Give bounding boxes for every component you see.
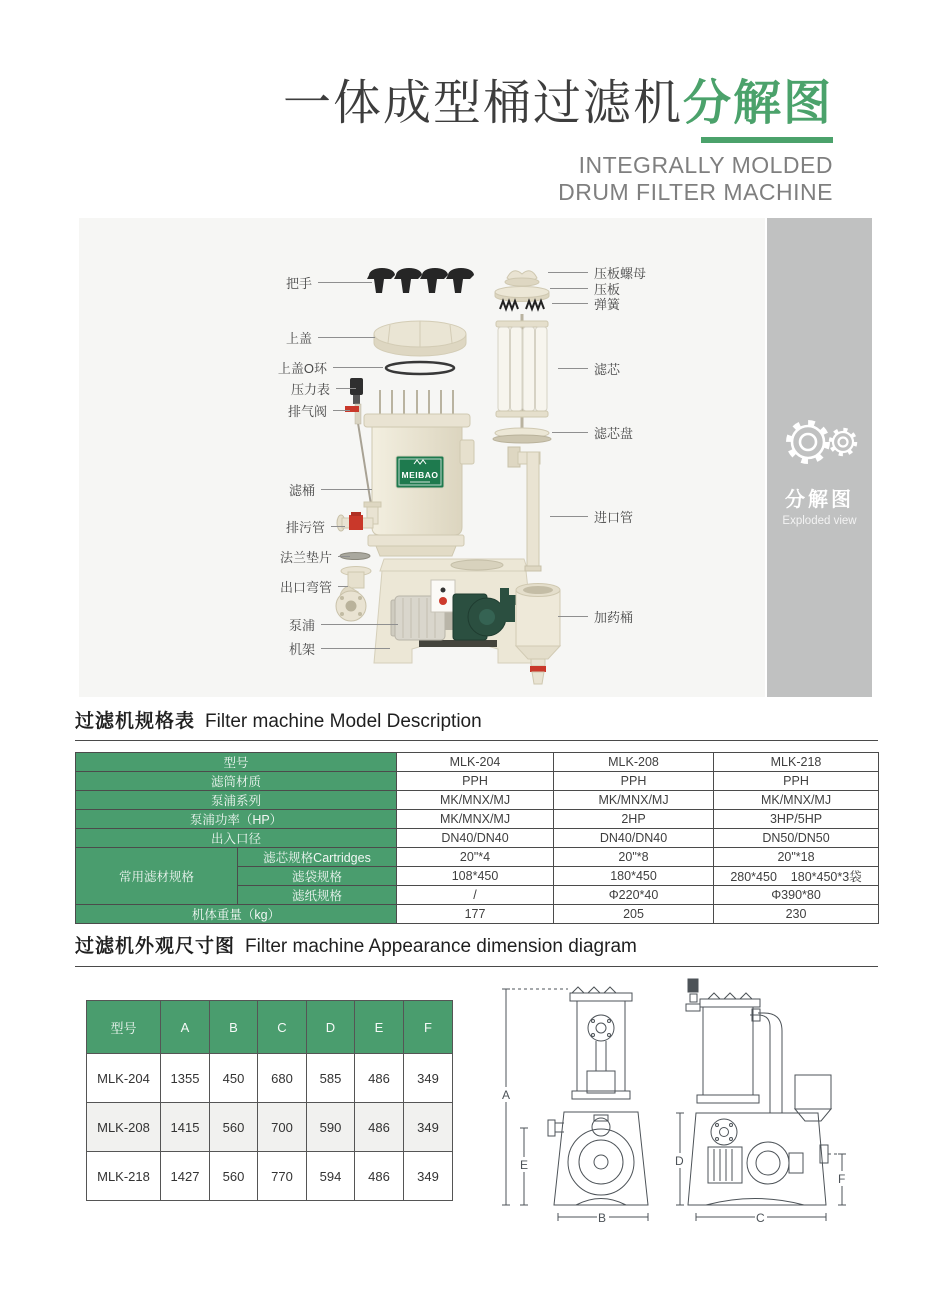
callout-exhaust-valve [288, 401, 350, 419]
dim-section-rule [75, 966, 878, 967]
callout-drain-pipe [286, 517, 345, 535]
dim-header: D [307, 1001, 355, 1054]
spec-table [75, 752, 879, 924]
dim-cell: 450 [210, 1054, 258, 1103]
cartridges-part [496, 314, 548, 428]
dim-row-mlk204 [87, 1054, 453, 1103]
dim-header: C [258, 1001, 307, 1054]
callout-label: 滤桶 [288, 482, 315, 498]
spec-cell: 20"*18 [714, 848, 879, 867]
spec-row-pump-series [76, 791, 879, 810]
spec-cell: 177 [397, 905, 554, 924]
spec-group-label: 常用滤材规格 [76, 848, 238, 905]
dim-header-row [87, 1001, 453, 1054]
dim-cell: 594 [307, 1152, 355, 1201]
callout-label: 加药桶 [594, 609, 634, 625]
title-main: 一体成型桶过滤机 [282, 77, 683, 130]
callout-label: 把手 [285, 275, 312, 291]
front-view-drawing [502, 987, 648, 1221]
callout-dosing-bucket [558, 607, 633, 625]
spec-cell: MK/MNX/MJ [714, 791, 879, 810]
spec-label: 机体重量（kg） [76, 905, 397, 924]
dim-cell: 349 [404, 1103, 453, 1152]
top-cover-part [374, 321, 466, 356]
dim-cell: 770 [258, 1152, 307, 1201]
callout-label: 上盖O环 [277, 360, 327, 376]
callout-line [558, 368, 588, 369]
callout-label: 压力表 [290, 381, 330, 397]
spec-cell: DN40/DN40 [554, 829, 714, 848]
dim-label-a: A [502, 1088, 511, 1102]
dim-cell: MLK-204 [87, 1054, 161, 1103]
gears-icon [767, 416, 872, 468]
callout-line [336, 388, 356, 389]
spec-row-cartridge-spec [76, 848, 879, 867]
dim-header: A [161, 1001, 210, 1054]
sidebar-title: 分解图 [785, 489, 854, 511]
spec-section-rule [75, 740, 878, 741]
spec-heading-en: Filter machine Model Description [205, 711, 482, 732]
spec-cell: MK/MNX/MJ [397, 791, 554, 810]
drum-part [364, 390, 474, 556]
callout-top-cover [286, 328, 375, 346]
callout-outlet-elbow [280, 577, 348, 595]
dimension-drawings [490, 975, 890, 1240]
callout-label: 滤芯盘 [594, 425, 634, 441]
callout-spring [552, 294, 620, 312]
callout-handle [286, 273, 372, 291]
spec-cell: 2HP [554, 810, 714, 829]
spec-cell: MLK-208 [554, 753, 714, 772]
spec-cell: MLK-204 [397, 753, 554, 772]
spec-row-material [76, 772, 879, 791]
spec-cell: 20"*8 [554, 848, 714, 867]
title-accent: 分解图 [682, 77, 833, 130]
dim-cell: 585 [307, 1054, 355, 1103]
dim-heading-en: Filter machine Appearance dimension diagram [245, 936, 637, 957]
callout-label: 排污管 [285, 519, 325, 535]
dim-cell: MLK-208 [87, 1103, 161, 1152]
callout-line [321, 648, 390, 649]
dimension-table [86, 1000, 453, 1201]
dim-cell: 700 [258, 1103, 307, 1152]
callout-pressure-gauge [291, 379, 356, 397]
callout-label: 进口管 [594, 509, 634, 525]
dim-label-b: B [598, 1211, 607, 1225]
callout-line [548, 272, 588, 273]
spec-label: 泵浦系列 [76, 791, 397, 810]
page-title [283, 78, 833, 131]
callout-label: 弹簧 [594, 296, 621, 312]
plate-nut-part [505, 271, 539, 286]
callout-o-ring [278, 358, 383, 376]
spec-label: 泵浦功率（HP） [76, 810, 397, 829]
sidebar-subtitle: Exploded view [782, 515, 857, 527]
spec-cell: DN50/DN50 [714, 829, 879, 848]
dim-cell: 486 [355, 1152, 404, 1201]
dim-cell: 1355 [161, 1054, 210, 1103]
callout-line [333, 367, 383, 368]
spec-sublabel: 滤芯规格Cartridges [238, 848, 397, 867]
callout-label: 滤芯 [594, 361, 621, 377]
spec-cell: 280*450 180*450*3袋 [714, 867, 879, 886]
dim-label-d: D [675, 1154, 684, 1168]
drum-logo: MEIBAO [401, 470, 439, 480]
spec-cell: MLK-218 [714, 753, 879, 772]
handles-part [367, 268, 474, 293]
exploded-diagram-panel [79, 218, 765, 697]
callout-line [558, 616, 588, 617]
page-header [283, 78, 833, 206]
spec-label: 滤筒材质 [76, 772, 397, 791]
dim-cell: 680 [258, 1054, 307, 1103]
spec-cell: Φ220*40 [554, 886, 714, 905]
spec-cell: PPH [554, 772, 714, 791]
spec-sublabel: 滤袋规格 [238, 867, 397, 886]
spec-cell: 20"*4 [397, 848, 554, 867]
dim-label-c: C [756, 1211, 765, 1225]
title-underline [701, 137, 833, 143]
dim-row-mlk208 [87, 1103, 453, 1152]
callout-line [550, 516, 588, 517]
spec-label: 型号 [76, 753, 397, 772]
side-view-drawing [676, 979, 846, 1221]
callout-label: 法兰垫片 [279, 549, 332, 565]
spec-cell: PPH [397, 772, 554, 791]
spec-cell: 230 [714, 905, 879, 924]
callout-pump [289, 615, 398, 633]
callout-line [338, 556, 350, 557]
callout-label: 出口弯管 [279, 579, 332, 595]
o-ring-part [386, 362, 454, 374]
dim-cell: 486 [355, 1054, 404, 1103]
dim-header: B [210, 1001, 258, 1054]
spec-cell: MK/MNX/MJ [397, 810, 554, 829]
dim-heading-zh: 过滤机外观尺寸图 [75, 936, 236, 957]
callout-label: 上盖 [285, 330, 312, 346]
dim-cell: 349 [404, 1054, 453, 1103]
callout-line [331, 526, 345, 527]
spec-cell: 180*450 [554, 867, 714, 886]
callout-drum [289, 480, 372, 498]
callout-label: 泵浦 [288, 617, 315, 633]
spec-heading-zh: 过滤机规格表 [75, 711, 196, 732]
spec-cell: PPH [714, 772, 879, 791]
spec-row-pump-power [76, 810, 879, 829]
callout-line [550, 288, 588, 289]
dim-header: 型号 [87, 1001, 161, 1054]
callout-line [318, 282, 372, 283]
spec-cell: 3HP/5HP [714, 810, 879, 829]
callout-label: 机架 [288, 641, 315, 657]
callout-cartridge-plate [552, 423, 633, 441]
spec-section-heading [75, 706, 482, 733]
dim-cell: 590 [307, 1103, 355, 1152]
callout-line [321, 624, 398, 625]
dim-cell: 560 [210, 1103, 258, 1152]
callout-line [552, 432, 588, 433]
callout-line [333, 410, 350, 411]
spec-cell: MK/MNX/MJ [554, 791, 714, 810]
springs-part [500, 301, 544, 309]
callout-cartridge [558, 359, 620, 377]
spec-cell: 108*450 [397, 867, 554, 886]
exploded-view-sidebar [767, 218, 872, 697]
callout-label: 压板 [594, 281, 621, 297]
callout-frame [289, 639, 390, 657]
dim-header: E [355, 1001, 404, 1054]
spec-cell: 205 [554, 905, 714, 924]
dim-cell: 1427 [161, 1152, 210, 1201]
subtitle-line2: DRUM FILTER MACHINE [558, 178, 833, 205]
spec-cell: DN40/DN40 [397, 829, 554, 848]
spec-cell: / [397, 886, 554, 905]
subtitle-line1: INTEGRALLY MOLDED [578, 151, 833, 178]
spec-row-port-size [76, 829, 879, 848]
callout-line [552, 303, 588, 304]
dim-cell: 486 [355, 1103, 404, 1152]
spec-row-model [76, 753, 879, 772]
callout-line [338, 586, 348, 587]
dim-label-f: F [838, 1172, 846, 1186]
spec-cell: Φ390*80 [714, 886, 879, 905]
dim-cell: 560 [210, 1152, 258, 1201]
dim-header: F [404, 1001, 453, 1054]
dimension-labels [499, 1087, 848, 1225]
callout-label: 排气阀 [287, 403, 327, 419]
callout-label: 压板螺母 [594, 265, 647, 281]
spec-row-weight [76, 905, 879, 924]
callout-inlet-pipe [550, 507, 633, 525]
inlet-pipe-part [508, 447, 541, 571]
dim-cell: 349 [404, 1152, 453, 1201]
dim-row-mlk218 [87, 1152, 453, 1201]
dim-cell: MLK-218 [87, 1152, 161, 1201]
dim-cell: 1415 [161, 1103, 210, 1152]
spec-label: 出入口径 [76, 829, 397, 848]
exploded-machine-art [79, 218, 765, 697]
callout-flange-gasket [280, 547, 350, 565]
dim-section-heading [75, 931, 637, 958]
spec-sublabel: 滤纸规格 [238, 886, 397, 905]
callout-line [321, 489, 372, 490]
callout-line [318, 337, 375, 338]
dim-label-e: E [520, 1158, 529, 1172]
cartridge-plate-part [493, 428, 551, 443]
